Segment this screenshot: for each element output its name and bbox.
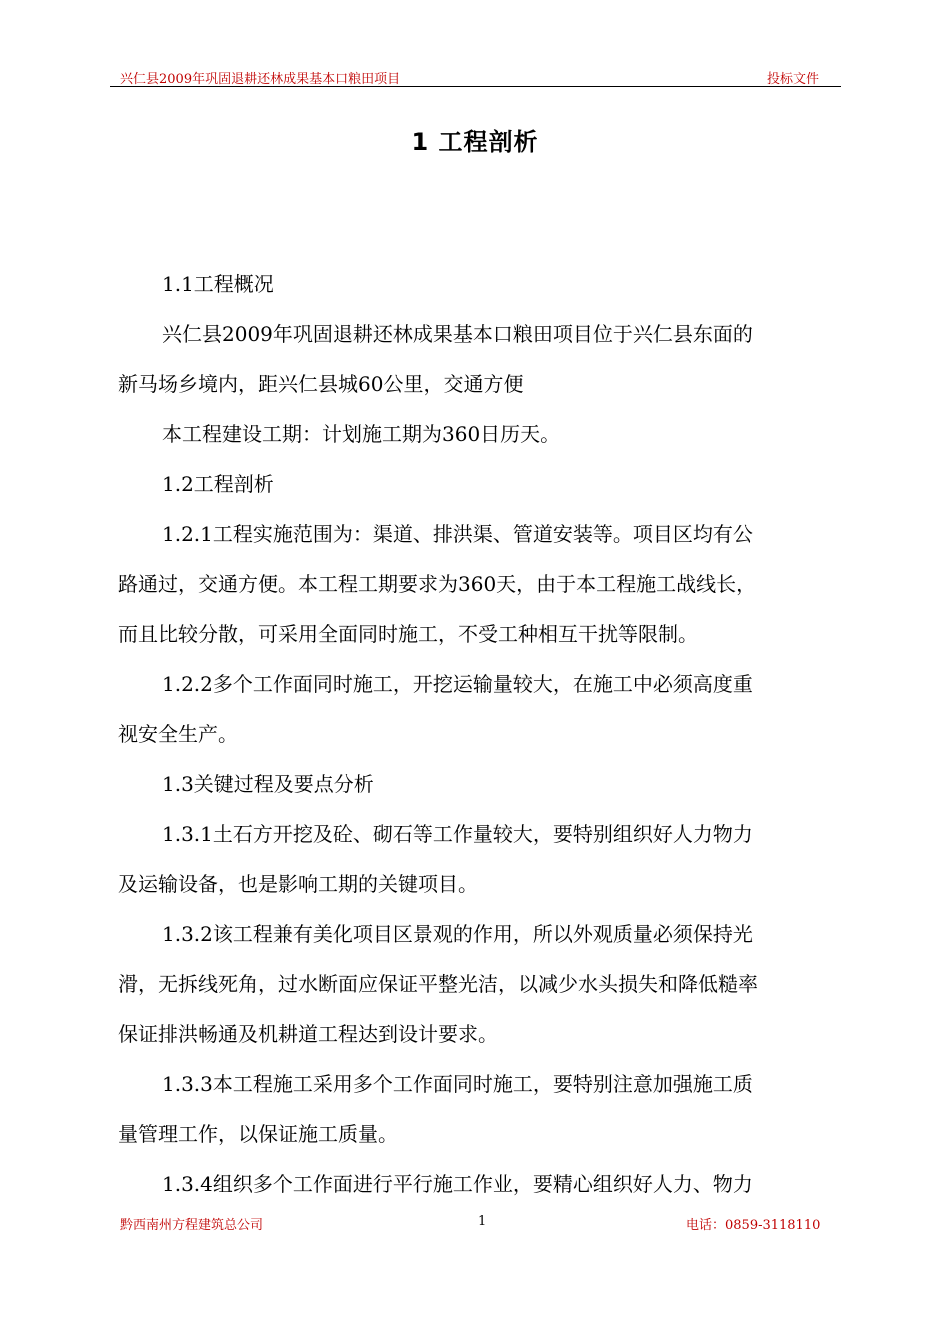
header-project-title: 兴仁县2009年巩固退耕还林成果基本口粮田项目: [120, 72, 401, 87]
paragraph-line: 新马场乡境内，距兴仁县城60公里，交通方便: [118, 372, 524, 396]
paragraph-line: 路通过，交通方便。本工程工期要求为360天，由于本工程施工战线长，: [118, 572, 757, 596]
paragraph-line: 1.2.1工程实施范围为：渠道、排洪渠、管道安装等。项目区均有公: [162, 522, 753, 546]
paragraph-line: 1.3.3本工程施工采用多个工作面同时施工，要特别注意加强施工质: [162, 1072, 753, 1096]
paragraph-line: 量管理工作，以保证施工质量。: [118, 1122, 398, 1146]
page-header: [110, 66, 841, 87]
header-doc-type: 投标文件: [766, 72, 819, 87]
paragraph-line: 1.3.2该工程兼有美化项目区景观的作用，所以外观质量必须保持光: [162, 922, 753, 946]
paragraph-line: 保证排洪畅通及机耕道工程达到设计要求。: [118, 1022, 498, 1046]
paragraph-line: 及运输设备，也是影响工期的关键项目。: [118, 872, 478, 896]
page-title: 1 工程剖析: [411, 128, 539, 156]
footer-company: 黔西南州方程建筑总公司: [120, 1218, 264, 1233]
paragraph-line: 1.2.2多个工作面同时施工，开挖运输量较大，在施工中必须高度重: [162, 672, 753, 696]
paragraph-line: 视安全生产。: [118, 722, 238, 746]
footer-phone: 电话：0859-3118110: [686, 1218, 821, 1233]
section-heading-1-1: 1.1工程概况: [162, 272, 274, 296]
footer-page-number: 1: [478, 1214, 487, 1229]
section-heading-1-2: 1.2工程剖析: [162, 472, 274, 496]
paragraph-line: 1.3.1土石方开挖及砼、砌石等工作量较大，要特别组织好人力物力: [162, 822, 753, 846]
paragraph-line: 本工程建设工期：计划施工期为360日历天。: [162, 422, 561, 446]
paragraph-line: 而且比较分散，可采用全面同时施工，不受工种相互干扰等限制。: [118, 622, 698, 646]
paragraph-line: 滑，无拆线死角，过水断面应保证平整光洁，以减少水头损失和降低糙率: [118, 972, 758, 996]
paragraph-line: 兴仁县2009年巩固退耕还林成果基本口粮田项目位于兴仁县东面的: [162, 322, 753, 346]
paragraph-line: 1.3.4组织多个工作面进行平行施工作业，要精心组织好人力、物力: [162, 1172, 753, 1196]
section-heading-1-3: 1.3关键过程及要点分析: [162, 772, 374, 796]
